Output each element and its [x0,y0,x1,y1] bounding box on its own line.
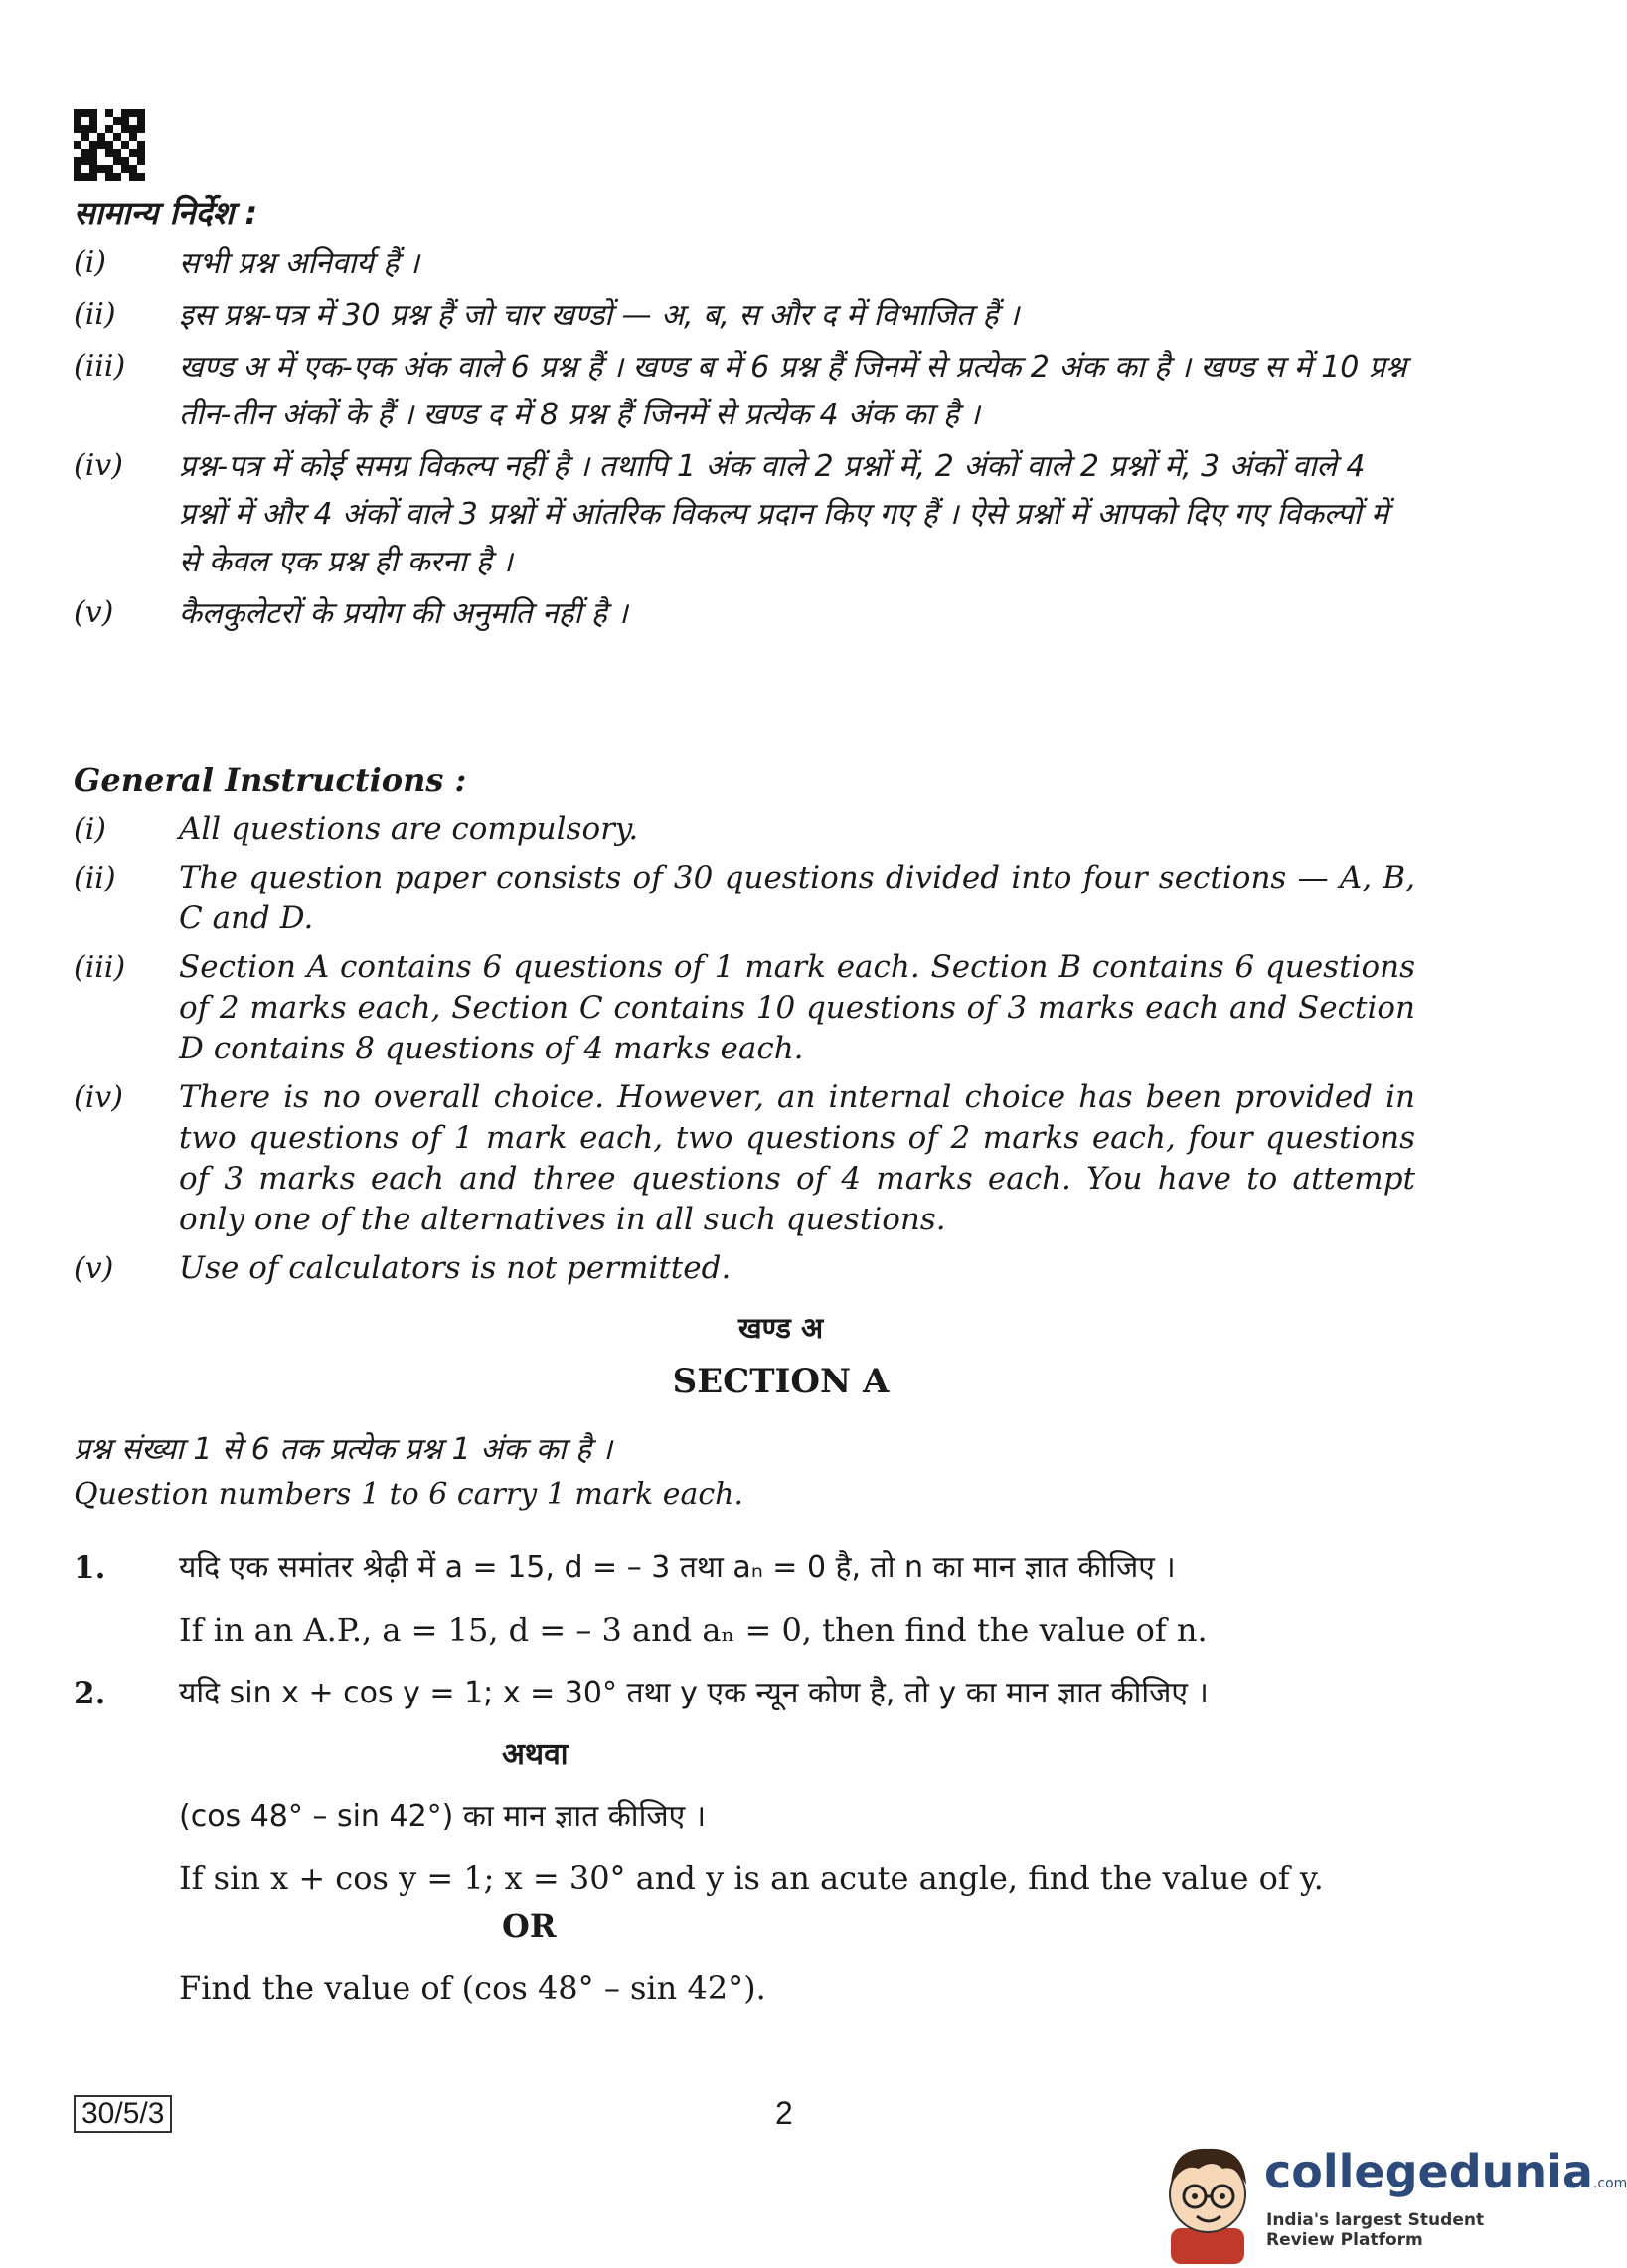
question-1-english: If in an A.P., a = 15, d = – 3 and aₙ = 0, then find the value of n. [179,1611,1208,1649]
section-english-title: SECTION A [672,1362,890,1401]
mascot-icon [1153,2135,1262,2264]
question-2-english-alt: Find the value of (cos 48° – sin 42°). [179,1969,766,2007]
english-instruction-item: (iv) There is no overall choice. However, an internal choice has been provided in two questions of 1 mark each, two questions of 2 marks each, four questions of 3 marks each and three questions of 4 marks each. You have to attempt only one of the alternatives in all such questions. [74,1079,1415,1237]
question-2-hindi-or: अथवा [502,1737,569,1772]
english-instructions-heading: General Instructions : [74,761,467,799]
hindi-instruction-item: (v) कैलकुलेटरों के प्रयोग की अनुमति नहीं है । [74,595,628,631]
brand-watermark [1153,2135,1627,2264]
brand-tagline: India's largest Student Review Platform [1266,2210,1485,2250]
question-1: 1. यदि एक समांतर श्रेढ़ी में a = 15, d = – 3 तथा aₙ = 0 है, तो n का मान ज्ञात कीजिए । If in an A.P., a = 15, d = – 3 and aₙ = 0, then find the value of n. [74,1546,1445,1670]
brand-name: collegedunia [1264,2145,1593,2198]
section-hindi-title: खण्ड अ [737,1311,824,1345]
question-2-english: If sin x + cos y = 1; x = 30° and y is an acute angle, find the value of y. [179,1860,1324,1897]
hindi-instruction-item: (iv) प्रश्न-पत्र में कोई समग्र विकल्प नहीं है । तथापि 1 अंक वाले 2 प्रश्नों में, 2 अंकों वाले 2 प्रश्नों में, 3 अंकों वाले 4 प्रश्नों में और 4 अंकों वाले 3 प्रश्नों में आंतरिक विकल्प प्रदान किए गए हैं । ऐसे प्रश्नों में आपको दिए गए विकल्पों में से केवल एक प्रश्न ही करना है । [74,448,1389,579]
question-2-english-or: OR [502,1907,557,1945]
paper-code: 30/5/3 [74,2095,172,2133]
english-instructions-list [74,809,1415,1289]
question-2-hindi-alt: (cos 48° – sin 42°) का मान ज्ञात कीजिए । [179,1799,707,1834]
hindi-instructions-list [74,241,1415,638]
question-2: 2. यदि sin x + cos y = 1; x = 30° तथा y एक न्यून कोण है, तो y का मान ज्ञात कीजिए । अथवा (cos 48° – sin 42°) का मान ज्ञात कीजिए । If sin x + cos y = 1; x = 30° and y is an acute angle, find the value of y. OR Find the value of (cos 48° – sin 42°). [74,1672,1445,2027]
section-hindi-note: प्रश्न संख्या 1 से 6 तक प्रत्येक प्रश्न 1 अंक का है । [74,1432,612,1467]
qr-code-icon [74,109,145,181]
brand-suffix: .com [1592,2176,1627,2191]
section-english-note: Question numbers 1 to 6 carry 1 mark each. [74,1477,744,1512]
english-instruction-item: (v) Use of calculators is not permitted. [74,1250,732,1286]
page-number: 2 [775,2095,793,2131]
english-instruction-item: (iii) Section A contains 6 questions of 1 mark each. Section B contains 6 questions of 2 marks each, Section C contains 10 questions of 3 marks each and Section D contains 8 questions of 4 marks each. [74,949,1415,1066]
hindi-instructions-heading: सामान्य निर्देश : [74,194,258,232]
hindi-instruction-item: (iii) खण्ड अ में एक-एक अंक वाले 6 प्रश्न हैं । खण्ड ब में 6 प्रश्न हैं जिनमें से प्रत्येक 2 अंक का है । खण्ड स में 10 प्रश्न तीन-तीन अंकों के हैं । खण्ड द में 8 प्रश्न हैं जिनमें से प्रत्येक 4 अंक का है । [74,349,1407,432]
question-2-hindi: यदि sin x + cos y = 1; x = 30° तथा y एक न्यून कोण है, तो y का मान ज्ञात कीजिए । [179,1676,1209,1710]
question-1-hindi: यदि एक समांतर श्रेढ़ी में a = 15, d = – 3 तथा aₙ = 0 है, तो n का मान ज्ञात कीजिए । [179,1550,1176,1585]
english-instruction-item: (i) All questions are compulsory. [74,811,639,847]
hindi-instruction-item: (i) सभी प्रश्न अनिवार्य हैं । [74,245,420,281]
hindi-instruction-item: (ii) इस प्रश्न-पत्र में 30 प्रश्न हैं जो चार खण्डों — अ, ब, स और द में विभाजित हैं । [74,297,1020,333]
english-instruction-item: (ii) The question paper consists of 30 questions divided into four sections — A, B, C and D. [74,860,1415,936]
